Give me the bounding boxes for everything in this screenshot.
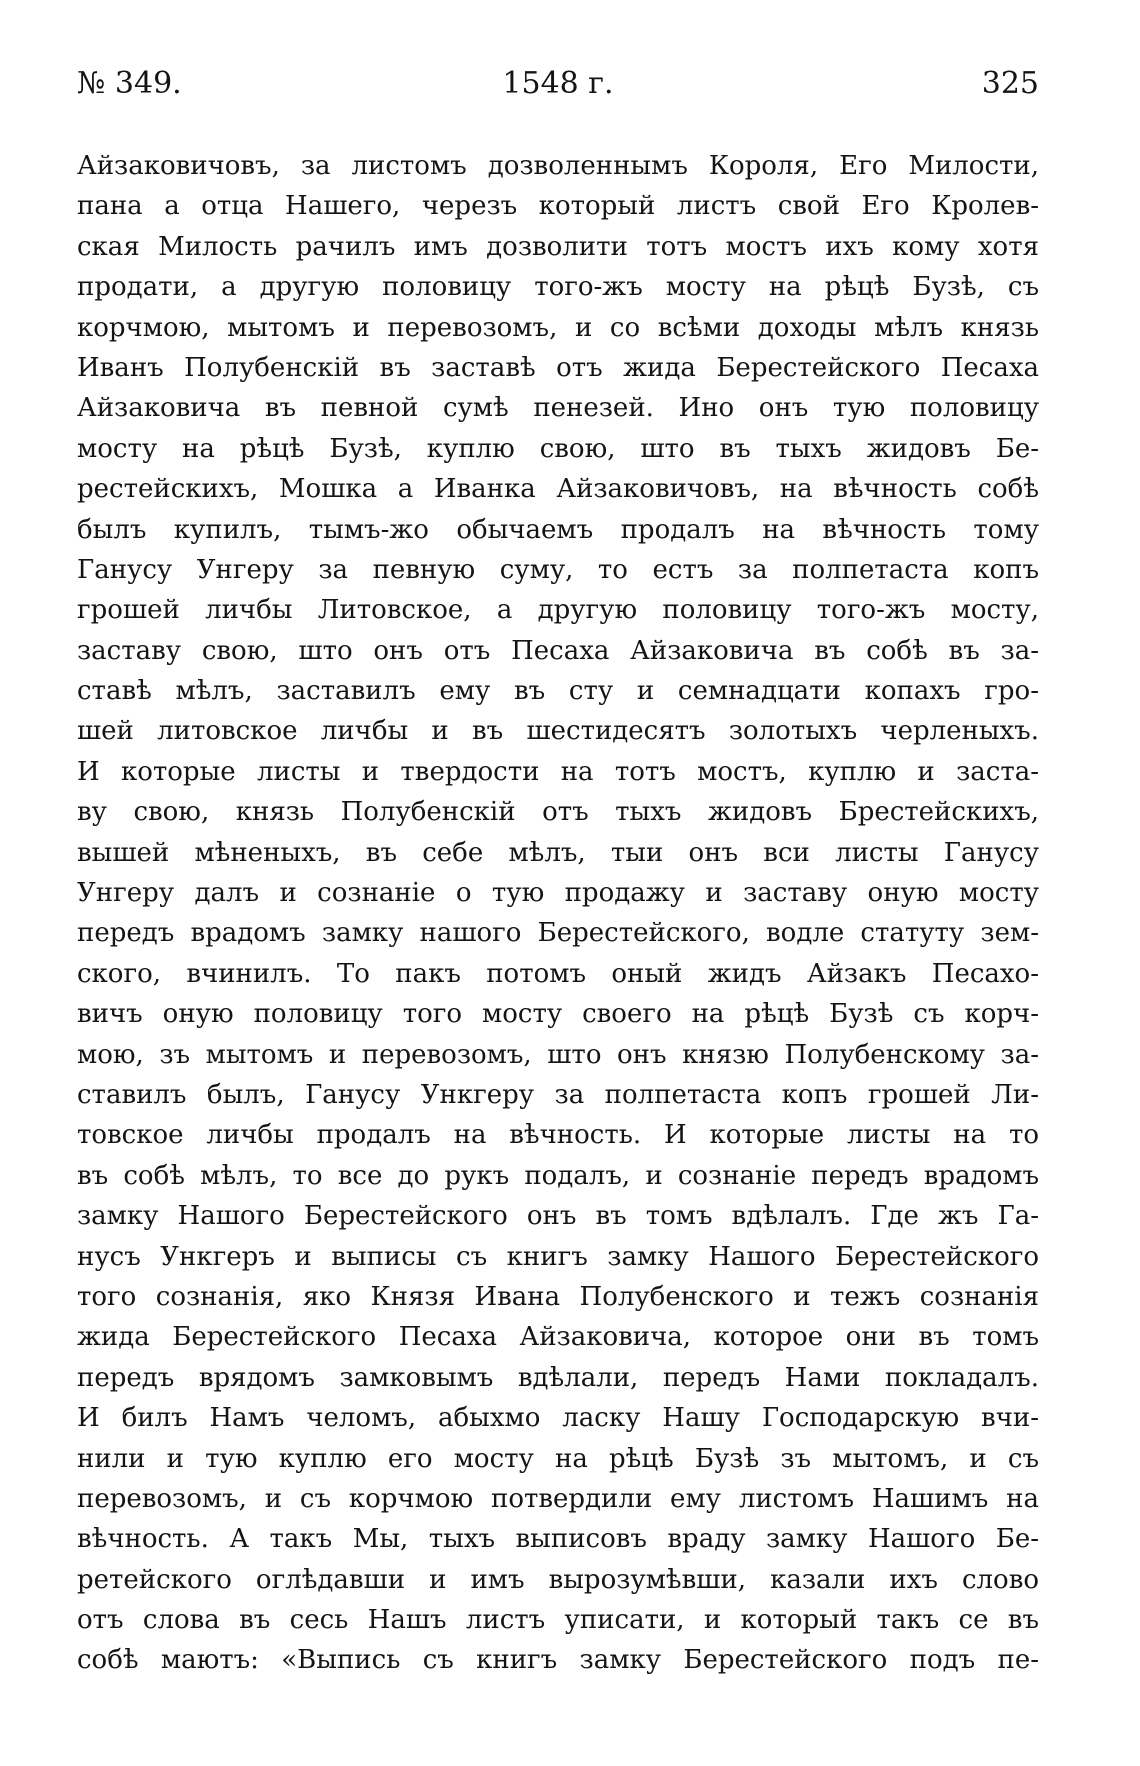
text-line: нусъ Ункгеръ и выписы съ книгъ замку Нашого Берестейского bbox=[77, 1241, 1039, 1272]
text-line: шей литовское личбы и въ шестидесятъ золотыхъ черленыхъ. bbox=[77, 716, 1039, 747]
text-line: рестейскихъ, Мошка а Иванка Айзаковичовъ, на вѣчность собѣ bbox=[77, 474, 1039, 505]
text-line: пана а отца Нашего, черезъ который листъ свой Его Кролев- bbox=[77, 191, 1039, 222]
text-line: мою, зъ мытомъ и перевозомъ, што онъ князю Полубенскому за- bbox=[77, 1039, 1039, 1070]
text-line: нили и тую куплю его мосту на рѣцѣ Бузѣ зъ мытомъ, и съ bbox=[77, 1443, 1039, 1474]
text-line: Иванъ Полубенскій въ заставѣ отъ жида Берестейского Песаха bbox=[77, 352, 1039, 383]
text-line: вичъ оную половицу того мосту своего на рѣцѣ Бузѣ съ корч- bbox=[77, 999, 1039, 1030]
text-line: въ собѣ мѣлъ, то все до рукъ подалъ, и сознаніе передъ врадомъ bbox=[77, 1160, 1039, 1191]
text-line: жида Берестейского Песаха Айзаковича, которое они въ томъ bbox=[77, 1322, 1039, 1353]
text-line: мосту на рѣцѣ Бузѣ, куплю свою, што въ тыхъ жидовъ Бе- bbox=[77, 433, 1039, 464]
text-line: Ганусу Унгеру за певную суму, то естъ за полпетаста копъ bbox=[77, 554, 1039, 585]
document-year: 1548 г. bbox=[502, 66, 614, 101]
text-line: собѣ маютъ: «Выпись съ книгъ замку Берестейского подъ пе- bbox=[77, 1645, 1039, 1676]
text-line: замку Нашого Берестейского онъ въ томъ вдѣлалъ. Где жъ Га- bbox=[77, 1201, 1039, 1232]
text-line: вышей мѣненыхъ, въ себе мѣлъ, тыи онъ вси листы Ганусу bbox=[77, 837, 1039, 868]
body-text bbox=[77, 146, 1039, 1681]
text-line: товское личбы продалъ на вѣчность. И которые листы на то bbox=[77, 1120, 1039, 1151]
text-line: Унгеру далъ и сознаніе о тую продажу и заставу оную мосту bbox=[77, 878, 1039, 909]
text-line: ская Милость рачилъ имъ дозволити тотъ мостъ ихъ кому хотя bbox=[77, 231, 1039, 262]
text-line: перевозомъ, и съ корчмою потвердили ему листомъ Нашимъ на bbox=[77, 1483, 1039, 1514]
text-line: Айзаковича въ певной сумѣ пенезей. Ино онъ тую половицу bbox=[77, 393, 1039, 424]
text-line: отъ слова въ сесь Нашъ листъ уписати, и который такъ се въ bbox=[77, 1605, 1039, 1636]
page-number: 325 bbox=[981, 66, 1039, 101]
text-line: передъ врядомъ замковымъ вдѣлали, передъ Нами покладалъ. bbox=[77, 1362, 1039, 1393]
text-line: грошей личбы Литовское, а другую половицу того-жъ мосту, bbox=[77, 595, 1039, 626]
text-line: И билъ Намъ челомъ, абыхмо ласку Нашу Господарскую вчи- bbox=[77, 1403, 1039, 1434]
text-line: былъ купилъ, тымъ-жо обычаемъ продалъ на вѣчность тому bbox=[77, 514, 1039, 545]
text-line: заставу свою, што онъ отъ Песаха Айзаковича въ собѣ въ за- bbox=[77, 635, 1039, 666]
document-number: № 349. bbox=[77, 66, 182, 101]
text-line: вѣчность. А такъ Мы, тыхъ выписовъ враду замку Нашого Бе- bbox=[77, 1524, 1039, 1555]
text-line: ву свою, князь Полубенскій отъ тыхъ жидовъ Брестейскихъ, bbox=[77, 797, 1039, 828]
text-line: ставилъ былъ, Ганусу Ункгеру за полпетаста копъ грошей Ли- bbox=[77, 1079, 1039, 1110]
text-line: продати, а другую половицу того-жъ мосту на рѣцѣ Бузѣ, съ bbox=[77, 272, 1039, 303]
text-line: того сознанія, яко Князя Ивана Полубенского и тежъ сознанія bbox=[77, 1281, 1039, 1312]
text-line: И которые листы и твердости на тотъ мостъ, куплю и заста- bbox=[77, 756, 1039, 787]
page-header bbox=[77, 64, 1039, 104]
text-line: ретейского оглѣдавши и имъ вырозумѣвши, казали ихъ слово bbox=[77, 1564, 1039, 1595]
text-line: корчмою, мытомъ и перевозомъ, и со всѣми доходы мѣлъ князь bbox=[77, 312, 1039, 343]
text-line: Айзаковичовъ, за листомъ дозволеннымъ Короля, Его Милости, bbox=[77, 151, 1039, 181]
text-line: передъ врадомъ замку нашого Берестейского, водле статуту зем- bbox=[77, 918, 1039, 949]
text-line: ского, вчинилъ. То пакъ потомъ оный жидъ Айзакъ Песахо- bbox=[77, 958, 1039, 989]
text-line: ставѣ мѣлъ, заставилъ ему въ сту и семнадцати копахъ гро- bbox=[77, 676, 1039, 707]
